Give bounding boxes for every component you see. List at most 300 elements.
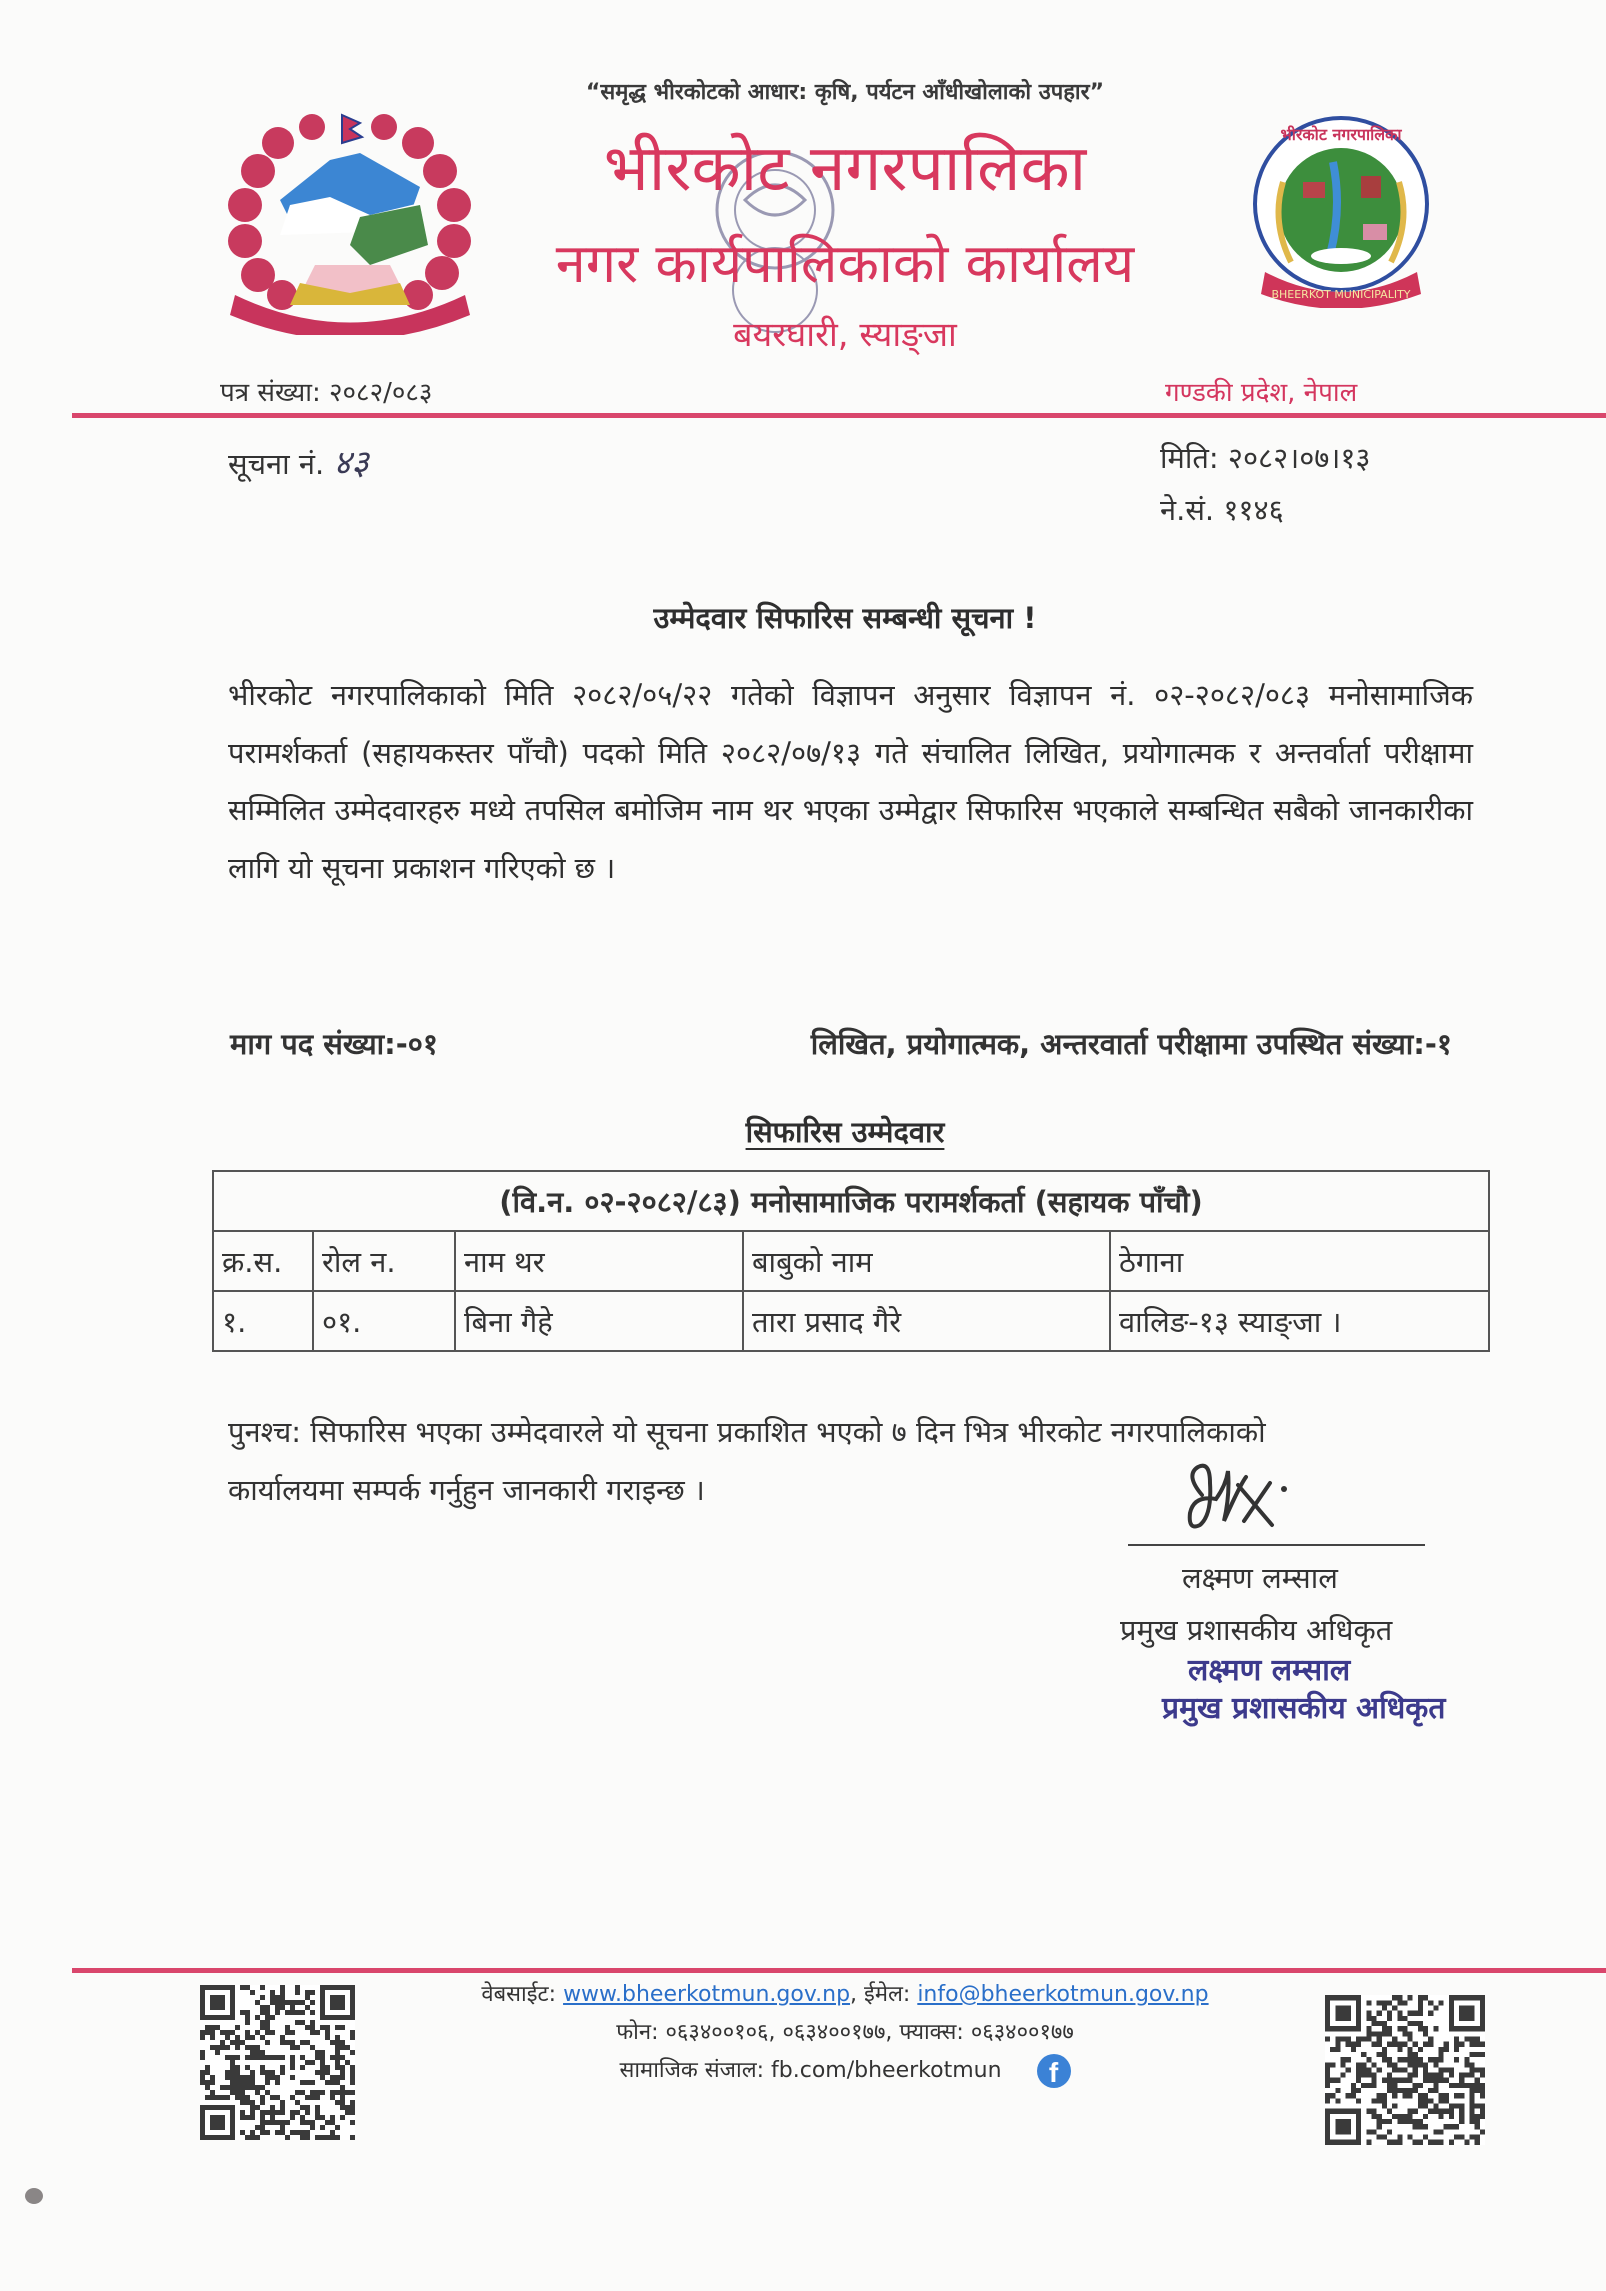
qr-module [1377,2021,1382,2026]
qr-module [1377,2042,1382,2047]
qr-module [1480,2067,1485,2072]
qr-module [210,2075,215,2080]
qr-module [245,2055,250,2060]
qr-module [305,2110,310,2115]
qr-module [300,2130,305,2135]
qr-module [1470,2083,1475,2088]
qr-module [240,2095,245,2100]
qr-module [1480,2052,1485,2057]
qr-module [300,2090,305,2095]
qr-module [1408,2109,1413,2114]
qr-module [1330,2093,1335,2098]
qr-module [1433,2088,1438,2093]
qr-module [1371,2073,1376,2078]
qr-module [1433,2140,1438,2145]
qr-module [210,2035,215,2040]
qr-module [205,2085,210,2090]
qr-module [225,2030,230,2035]
qr-module [335,2055,340,2060]
qr-module [250,2135,255,2140]
qr-module [230,2090,235,2095]
social-link[interactable]: fb.com/bheerkotmun [771,2058,1002,2083]
qr-module [335,2075,340,2080]
qr-module [210,2030,215,2035]
qr-module [235,2055,240,2060]
qr-module [295,1990,300,1995]
qr-module [1387,2129,1392,2134]
qr-module [1325,2073,1330,2078]
qr-module [1423,2135,1428,2140]
qr-module [1387,2083,1392,2088]
qr-module [1413,2088,1418,2093]
qr-module [1382,2026,1387,2031]
qr-module [1470,2062,1475,2067]
qr-module [290,2005,295,2010]
qr-module [335,2025,340,2030]
qr-module [285,2135,290,2140]
qr-module [290,2095,295,2100]
table-title [0,1112,1606,1151]
qr-module [265,2090,270,2095]
qr-module [1392,2042,1397,2047]
qr-module [1346,2057,1351,2062]
qr-module [320,2075,325,2080]
qr-module [1480,2129,1485,2134]
qr-module [1444,2078,1449,2083]
qr-module [1330,2078,1335,2083]
qr-module [230,2075,235,2080]
social-label: सामाजिक संजाल: [619,2058,765,2083]
qr-module [350,2050,355,2055]
qr-module [200,2080,205,2085]
facebook-icon[interactable]: f [1037,2054,1071,2088]
qr-module [1428,2109,1433,2114]
qr-module [1382,2021,1387,2026]
qr-module [1325,2093,1330,2098]
qr-module [1470,2042,1475,2047]
qr-module [215,2025,220,2030]
qr-module [1433,2062,1438,2067]
qr-module [1366,2026,1371,2031]
email-link[interactable]: info@bheerkotmun.gov.np [917,1982,1209,2007]
qr-module [255,2135,260,2140]
notice-heading: उम्मेदवार सिफारिस सम्बन्धी सूचना ! [653,601,1037,635]
qr-module [1382,2005,1387,2010]
qr-module [310,2060,315,2065]
qr-module [1392,2140,1397,2145]
qr-module [310,1990,315,1995]
qr-module [1340,2036,1345,2041]
qr-module [1377,2114,1382,2119]
qr-module [1377,2036,1382,2041]
qr-module [230,2070,235,2075]
qr-module [260,2050,265,2055]
qr-module [1418,2005,1423,2010]
qr-module [1439,2000,1444,2005]
qr-module [295,2010,300,2015]
qr-module [240,2040,245,2045]
qr-module [270,2115,275,2120]
qr-module [240,2075,245,2080]
qr-module [230,2060,235,2065]
qr-module [310,2045,315,2050]
qr-module [265,2030,270,2035]
qr-module [1366,2067,1371,2072]
qr-module [1335,2078,1340,2083]
qr-module [250,2100,255,2105]
qr-module [1439,2073,1444,2078]
qr-module [1397,1995,1402,2000]
qr-module [280,2070,285,2075]
notice-paragraph: भीरकोट नगरपालिकाको मिति २०८२/०५/२२ गतेको विज्ञापन अनुसार विज्ञापन नं. ०२-२०८२/०८३ मनोसामाजिक परामर्शकर्ता (सहायकस्तर पाँचौ) पदको मिति २०८२/०७/१३ गते संचालित लिखित, प्रयोगात्मक र अन्तर्वार्ता परीक्षामा सम्मिलित उम्मेदवारहरु मध्ये तपसिल बमोजिम नाम थर भएका उम्मेद्वार सिफारिस भएकाले सम्बन्धित सबैको जानकारीका लागि यो सूचना प्रकाशन गरिएको छ । [228,678,1473,885]
qr-module [320,2025,325,2030]
qr-module [1459,2109,1464,2114]
qr-module [1444,2047,1449,2052]
qr-module [250,2035,255,2040]
logo-banner-text: BHEERKOT MUNICIPALITY [1271,288,1411,301]
qr-module [340,2075,345,2080]
qr-module [1325,2067,1330,2072]
qr-module [1413,2083,1418,2088]
qr-module [235,2040,240,2045]
qr-module [325,2025,330,2030]
qr-module [1387,2109,1392,2114]
qr-module [1459,2093,1464,2098]
qr-module [1418,2119,1423,2124]
qr-module [325,2030,330,2035]
qr-module [1470,2093,1475,2098]
qr-module [330,2120,335,2125]
qr-module [1392,2114,1397,2119]
qr-module [340,2085,345,2090]
qr-module [1439,2114,1444,2119]
qr-module [260,2055,265,2060]
postscript-line-1: पुनश्च: सिफारिस भएका उम्मेदवारले यो सूचना प्रकाशित भएको ७ दिन भित्र भीरकोट नगरपालिकाको [228,1415,1266,1449]
qr-module [350,2035,355,2040]
table-caption-row [213,1171,1489,1231]
qr-module [265,2130,270,2135]
qr-module [310,2095,315,2100]
qr-module [1470,2088,1475,2093]
qr-module [300,2040,305,2045]
qr-module [240,1985,245,1990]
qr-module [1402,2016,1407,2021]
qr-module [1418,2124,1423,2129]
qr-module [1377,2067,1382,2072]
notice-number-label: सूचना नं. [228,447,325,481]
qr-module [245,2045,250,2050]
qr-module [1449,2067,1454,2072]
qr-module [1449,2083,1454,2088]
qr-module [1325,2078,1330,2083]
qr-module [230,2065,235,2070]
qr-module [245,2085,250,2090]
qr-module [255,2105,260,2110]
qr-module [1413,2011,1418,2016]
stamp-name: लक्ष्मण लम्साल [1188,1653,1351,1688]
qr-module [1459,2104,1464,2109]
qr-module [250,2080,255,2085]
qr-module [350,2100,355,2105]
qr-module [1470,2098,1475,2103]
qr-module [235,2070,240,2075]
notice-date: मिति: २०८२।०७।१३ [1160,441,1371,475]
qr-module [350,2105,355,2110]
qr-module [335,2050,340,2055]
qr-module [265,2110,270,2115]
qr-module [1408,2052,1413,2057]
qr-module [275,2110,280,2115]
qr-module [1418,2062,1423,2067]
qr-module [1408,2114,1413,2119]
qr-module [350,2135,355,2140]
qr-module [240,2115,245,2120]
qr-module [315,2095,320,2100]
qr-module [1402,2119,1407,2124]
qr-module [1366,2109,1371,2114]
qr-code-left-icon [200,1985,355,2140]
qr-module [295,2110,300,2115]
qr-module [280,1985,285,1990]
qr-module [1428,2078,1433,2083]
qr-module [275,2075,280,2080]
qr-module [1402,2078,1407,2083]
qr-module [205,2025,210,2030]
qr-module [1397,2078,1402,2083]
qr-module [1382,2057,1387,2062]
qr-module [1371,2083,1376,2088]
qr-module [1464,2073,1469,2078]
qr-module [290,2040,295,2045]
qr-module [270,2055,275,2060]
municipality-logo-icon [1243,112,1439,308]
qr-module [245,2135,250,2140]
qr-module [335,2080,340,2085]
qr-module [310,2090,315,2095]
cell-father-name: तारा प्रसाद गैरे [743,1291,1110,1351]
qr-module [300,2115,305,2120]
qr-module [320,2065,325,2070]
qr-module [320,2135,325,2140]
qr-module [310,2125,315,2130]
qr-module [290,2060,295,2065]
qr-module [1377,2135,1382,2140]
qr-module [1340,2062,1345,2067]
qr-module [295,2020,300,2025]
qr-module [1423,2026,1428,2031]
letter-number: पत्र संख्या: २०८२/०८३ [220,378,433,408]
qr-module [1439,2093,1444,2098]
qr-module [310,2030,315,2035]
qr-module [1439,2098,1444,2103]
qr-module [1392,2005,1397,2010]
qr-module [305,2040,310,2045]
qr-module [1387,2042,1392,2047]
qr-module [260,2035,265,2040]
qr-module [220,2040,225,2045]
qr-module [1449,2124,1454,2129]
qr-module [1459,2135,1464,2140]
qr-module [1356,2062,1361,2067]
qr-module [205,2030,210,2035]
col-name: नाम थर [455,1231,743,1291]
qr-module [240,2080,245,2085]
qr-module [330,2040,335,2045]
qr-module [320,2125,325,2130]
qr-module [1413,2067,1418,2072]
qr-module [1392,2083,1397,2088]
qr-module [1475,2140,1480,2145]
qr-module [260,1995,265,2000]
qr-module [200,2055,205,2060]
qr-module [1402,2026,1407,2031]
qr-module [1402,2031,1407,2036]
cell-name: बिना गैहे [455,1291,743,1351]
qr-module [265,2070,270,2075]
qr-module [340,2105,345,2110]
qr-module [1397,2016,1402,2021]
qr-module [1475,2104,1480,2109]
qr-module [1418,2093,1423,2098]
qr-module [1480,2088,1485,2093]
qr-module [1418,2098,1423,2103]
qr-module [340,2090,345,2095]
qr-module [220,2030,225,2035]
qr-module [225,2095,230,2100]
qr-module [250,1990,255,1995]
qr-module [270,2015,275,2020]
qr-module [240,2085,245,2090]
qr-module [265,2015,270,2020]
notice-number [228,438,369,484]
qr-module [280,2065,285,2070]
qr-module [1418,2104,1423,2109]
qr-module [270,2120,275,2125]
qr-module [1402,2042,1407,2047]
qr-module [1392,2093,1397,2098]
qr-module [1470,2119,1475,2124]
qr-module [290,2000,295,2005]
qr-module [260,2070,265,2075]
qr-module [280,2040,285,2045]
qr-module [1439,2057,1444,2062]
qr-module [260,2095,265,2100]
qr-module [1444,2042,1449,2047]
qr-module [1335,2036,1340,2041]
office-location: बयरघारी, स्याङ्जा [733,315,957,355]
qr-module [1423,2098,1428,2103]
qr-module [215,2095,220,2100]
qr-module [1454,2057,1459,2062]
qr-module [290,2055,295,2060]
qr-module [1475,2119,1480,2124]
qr-module [260,2065,265,2070]
qr-module [1433,2078,1438,2083]
qr-module [330,2075,335,2080]
qr-module [1361,2073,1366,2078]
qr-module [255,2085,260,2090]
qr-module [1397,2011,1402,2016]
qr-module [305,1990,310,1995]
qr-module [1470,2114,1475,2119]
qr-module [240,2110,245,2115]
qr-module [1439,2078,1444,2083]
qr-module [270,2000,275,2005]
qr-module [290,2130,295,2135]
qr-module [1413,2021,1418,2026]
qr-module [245,2080,250,2085]
qr-module [265,2020,270,2025]
qr-module [240,2130,245,2135]
qr-module [1371,2129,1376,2134]
website-link[interactable]: www.bheerkotmun.gov.np [563,1982,851,2007]
qr-module [325,2135,330,2140]
qr-module [1408,2073,1413,2078]
qr-module [1433,2073,1438,2078]
qr-module [1423,1995,1428,2000]
qr-module [1439,2140,1444,2145]
qr-module [280,2000,285,2005]
qr-module [1377,2119,1382,2124]
qr-module [1454,2093,1459,2098]
qr-module [1423,2104,1428,2109]
qr-module [235,2095,240,2100]
qr-module [310,2020,315,2025]
qr-module [1382,2104,1387,2109]
qr-module [220,2045,225,2050]
qr-module [225,2075,230,2080]
qr-module [1371,2062,1376,2067]
qr-module [1387,2000,1392,2005]
qr-module [1459,2005,1474,2020]
qr-module [1459,2078,1464,2083]
qr-module [230,2080,235,2085]
qr-module [1413,2109,1418,2114]
qr-module [1377,2000,1382,2005]
qr-module [1470,2135,1475,2140]
qr-module [215,2045,220,2050]
signature-icon [1180,1455,1300,1535]
qr-module [260,2115,265,2120]
qr-module [255,2050,260,2055]
qr-module [320,2050,325,2055]
qr-module [1423,2093,1428,2098]
qr-module [250,2070,255,2075]
qr-module [1464,2083,1469,2088]
footer-phone: फोन: ०६३४००१०६, ०६३४००१७७, फ्याक्स: ०६३४००१७७ [616,2020,1074,2045]
qr-module [1387,2031,1392,2036]
qr-module [1433,2129,1438,2134]
qr-module [270,2030,275,2035]
office-name: नगर कार्यपालिकाको कार्यालय [555,232,1135,295]
qr-module [335,2040,340,2045]
qr-module [1480,2114,1485,2119]
col-address: ठेगाना [1110,1231,1489,1291]
qr-module [300,2080,305,2085]
qr-module [1459,2119,1464,2124]
qr-module [230,2040,235,2045]
qr-module [315,2135,320,2140]
qr-module [1423,2124,1428,2129]
qr-module [1377,2124,1382,2129]
qr-module [345,2105,350,2110]
qr-module [1382,2031,1387,2036]
qr-module [1351,2083,1356,2088]
qr-module [275,2095,280,2100]
qr-module [1397,2114,1402,2119]
qr-module [1475,2067,1480,2072]
qr-module [240,2100,245,2105]
